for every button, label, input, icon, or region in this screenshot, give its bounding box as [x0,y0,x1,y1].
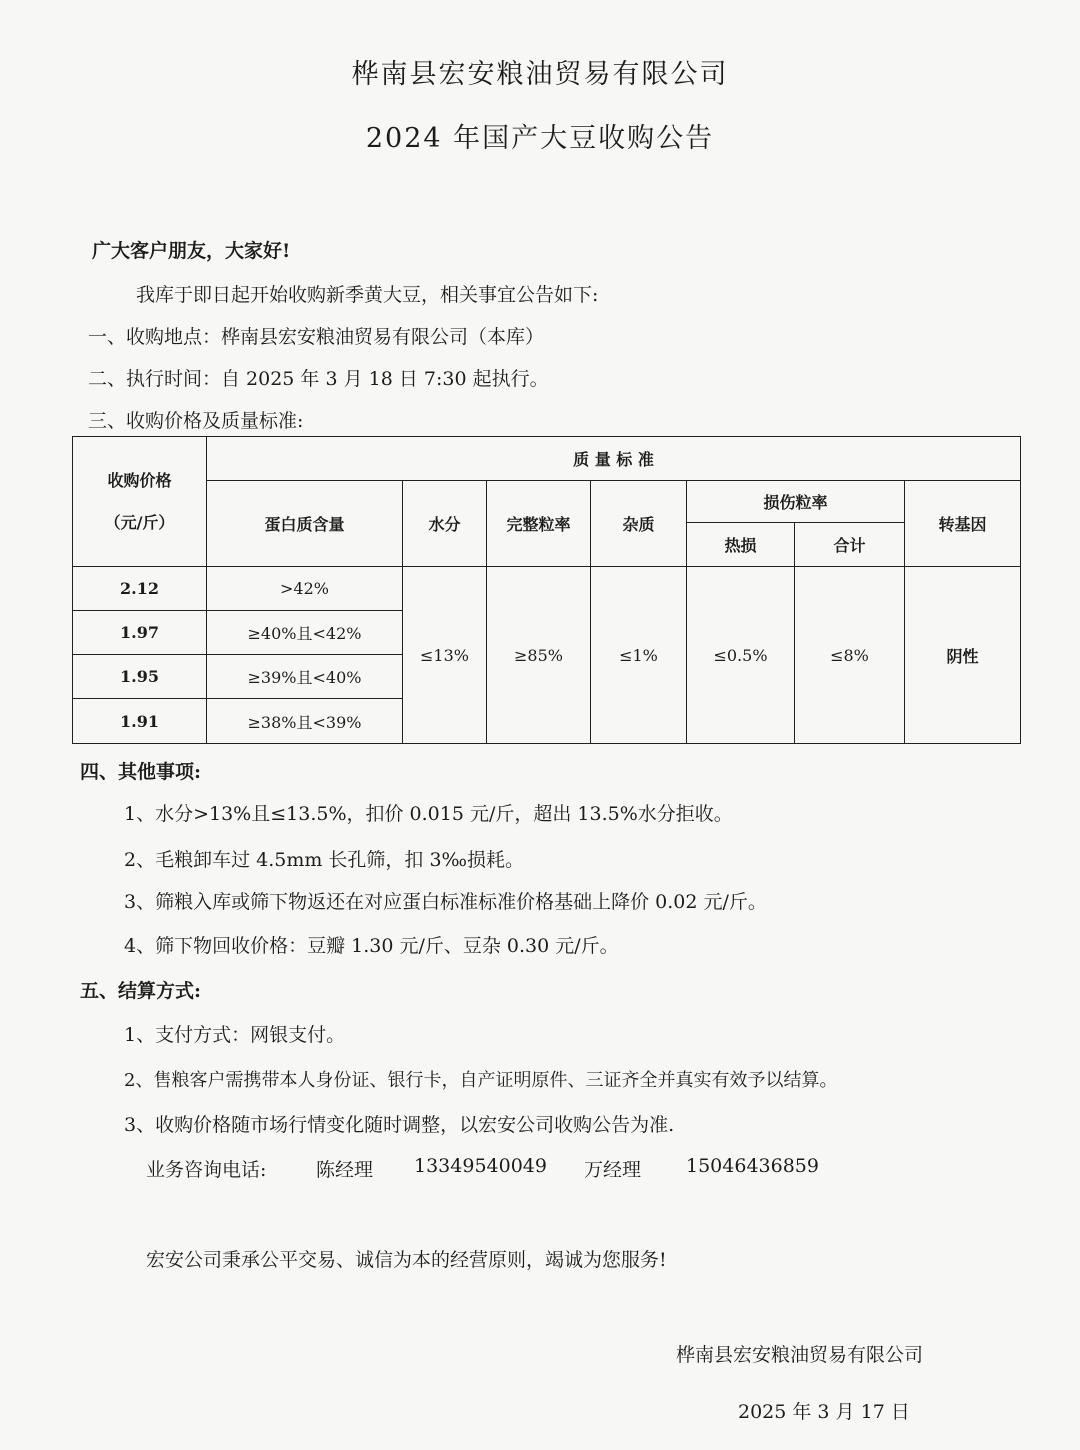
price-cell: 1.97 [73,611,207,655]
other-item-3: 3、筛粮入库或筛下物返还在对应蛋白标准标准价格基础上降价 0.02 元/斤。 [124,891,767,913]
contact-name-1: 陈经理 [316,1159,374,1181]
impurity-cell: ≤1% [591,567,687,744]
contact-phone-2: 15046436859 [686,1155,819,1177]
quality-header: 质 量 标 准 [207,437,1021,481]
section-location: 一、收购地点：桦南县宏安粮油贸易有限公司（本库） [88,326,545,348]
price-cell: 2.12 [73,567,207,611]
contact-name-2: 万经理 [584,1159,642,1181]
moisture-cell: ≤13% [403,567,487,744]
protein-cell: ≥39%且<40% [207,655,403,699]
signature-date: 2025 年 3 月 17 日 [738,1401,910,1423]
company-title: 桦南县宏安粮油贸易有限公司 [351,59,729,90]
section-settlement: 五、结算方式: [80,980,202,1002]
signature-company: 桦南县宏安粮油贸易有限公司 [676,1344,924,1366]
other-item-2: 2、毛粮卸车过 4.5mm 长孔筛，扣 3‰损耗。 [124,849,525,871]
settlement-item-2: 2、售粮客户需携带本人身份证、银行卡，自产证明原件、三证齐全并真实有效予以结算。 [124,1070,838,1091]
total-damage-cell: ≤8% [795,567,905,744]
price-quality-table [72,436,1021,744]
contact-label: 业务咨询电话: [146,1159,267,1181]
protein-header: 蛋白质含量 [207,481,403,567]
announcement-title: 2024 年国产大豆收购公告 [365,123,715,154]
protein-cell: ≥38%且<39% [207,699,403,744]
section-price-standard: 三、收购价格及质量标准: [88,410,304,432]
price-header-line2: （元/斤） [104,512,175,532]
whole-grain-cell: ≥85% [487,567,591,744]
heat-damage-header: 热损 [687,523,795,567]
contact-phone-1: 13349540049 [414,1155,547,1177]
damage-header: 损伤粒率 [687,481,905,523]
intro-lead: 我库于即日起开始收购新季黄大豆，相关事宜公告如下: [136,284,599,306]
price-cell: 1.95 [73,655,207,699]
closing-statement: 宏安公司秉承公平交易、诚信为本的经营原则，竭诚为您服务! [146,1249,667,1271]
impurity-header: 杂质 [591,481,687,567]
heat-damage-cell: ≤0.5% [687,567,795,744]
moisture-header: 水分 [403,481,487,567]
settlement-item-1: 1、支付方式：网银支付。 [124,1024,346,1046]
protein-cell: ≥40%且<42% [207,611,403,655]
greeting: 广大客户朋友，大家好! [92,240,291,262]
settlement-item-3: 3、收购价格随市场行情变化随时调整，以宏安公司收购公告为准. [124,1114,675,1136]
other-item-4: 4、筛下物回收价格：豆瓣 1.30 元/斤、豆杂 0.30 元/斤。 [124,935,619,957]
other-item-1: 1、水分>13%且≤13.5%，扣价 0.015 元/斤，超出 13.5%水分拒收。 [124,803,733,825]
whole-grain-header: 完整粒率 [487,481,591,567]
total-damage-header: 合计 [795,523,905,567]
protein-cell: >42% [207,567,403,611]
gmo-header: 转基因 [905,481,1021,567]
price-cell: 1.91 [73,699,207,744]
price-header-line1: 收购价格 [107,470,172,490]
table-row [73,567,1021,611]
section-time: 二、执行时间：自 2025 年 3 月 18 日 7:30 起执行。 [88,368,549,390]
gmo-cell: 阴性 [905,567,1021,744]
price-header-cell [73,437,207,567]
section-other: 四、其他事项: [80,761,202,783]
